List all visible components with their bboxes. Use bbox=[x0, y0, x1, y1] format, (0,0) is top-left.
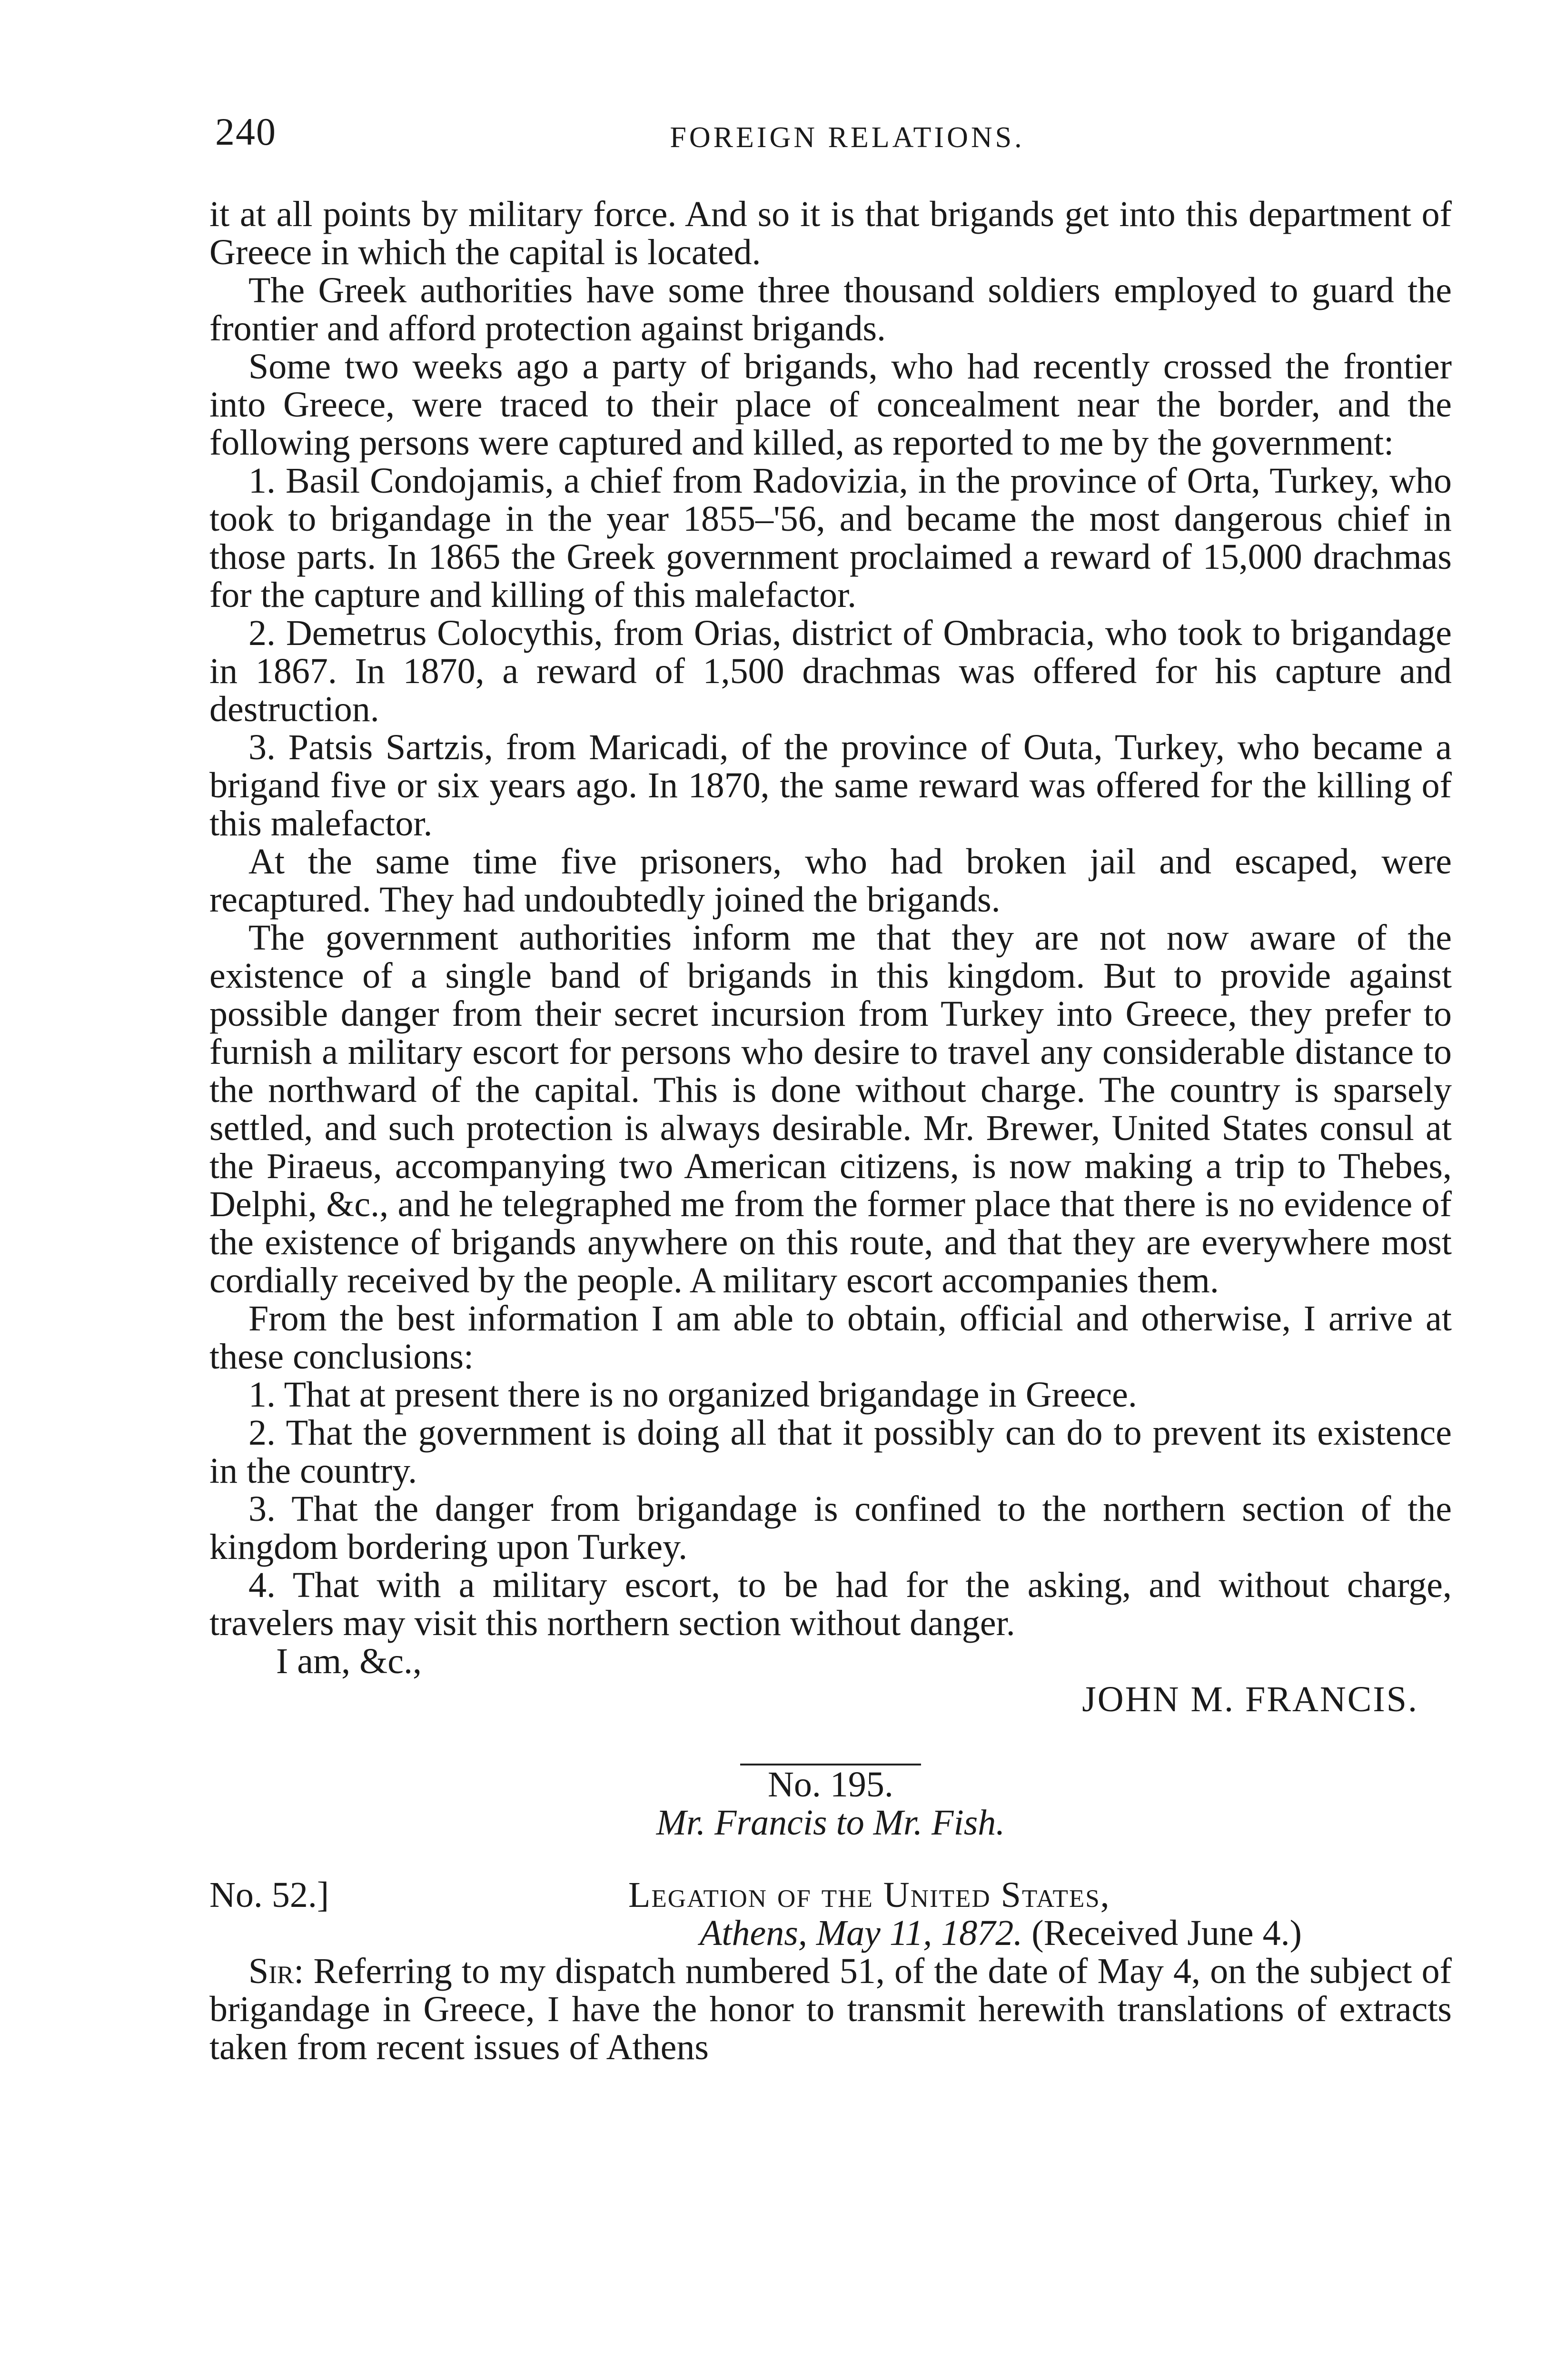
legation-name: Legation of the United States, bbox=[628, 1875, 1110, 1915]
running-title: FOREIGN RELATIONS. bbox=[670, 121, 1025, 154]
paragraph: At the same time five prisoners, who had broken jail and escaped, were recaptured. They had undoubtedly joined the brigands. bbox=[209, 842, 1452, 920]
dispatch-number: No. 52.] bbox=[209, 1875, 329, 1915]
date-line bbox=[209, 1914, 1452, 1952]
date: May 11, 1872. bbox=[816, 1913, 1023, 1953]
letter-heading: Mr. Francis to Mr. Fish. bbox=[656, 1803, 1005, 1843]
list-item: 3. That the danger from brigandage is confined to the northern section of the kingdom bordering upon Turkey. bbox=[209, 1489, 1452, 1567]
paragraph-text: Referring to my dispatch numbered 51, of the date of May 4, on the subject of brigandage in Greece, I have the honor to transmit herewith translations of extracts taken from recent issues of Athens bbox=[209, 1951, 1452, 2067]
paragraph: From the best information I am able to obtain, official and otherwise, I arrive at these conclusions: bbox=[209, 1299, 1452, 1377]
received-note: (Received June 4.) bbox=[1031, 1913, 1302, 1953]
list-item: 3. Patsis Sartzis, from Maricadi, of the province of Outa, Turkey, who became a brigand five or six years ago. In 1870, the same reward was offered for the killing of this malefactor. bbox=[209, 727, 1452, 843]
page-number: 240 bbox=[215, 110, 277, 153]
list-item: 4. That with a military escort, to be had for the asking, and without charge, travelers may visit this northern section without danger. bbox=[209, 1565, 1452, 1643]
paragraph: Some two weeks ago a party of brigands, who had recently crossed the frontier into Greece, were traced to their place of concealment near the border, and the following persons were captured and killed, as reported to me by the government: bbox=[209, 347, 1452, 463]
paragraph bbox=[209, 1952, 1452, 2066]
document-number: No. 195. bbox=[768, 1765, 893, 1805]
paragraph: it at all points by military force. And so it is that brigands get into this department of Greece in which the capital is located. bbox=[209, 194, 1452, 272]
paragraph: The Greek authorities have some three thousand soldiers employed to guard the frontier and afford protection against brigands. bbox=[209, 270, 1452, 348]
paragraph: The government authorities inform me that they are not now aware of the existence of a single band of brigands in this kingdom. But to provide against possible danger from their secret incursion from Turkey into Greece, they prefer to furnish a military escort for persons who desire to travel any considerable distance to the northward of the capital. This is done without charge. The country is sparsely settled, and such protection is always desirable. Mr. Brewer, United States consul at the Piraeus, accompanying two American citizens, is now making a trip to Thebes, Delphi, &c., and he telegraphed me from the former place that there is no evidence of the existence of brigands anywhere on this route, and that they are everywhere most cordially received by the people. A military escort accompanies them. bbox=[209, 918, 1452, 1300]
body-text bbox=[209, 195, 1452, 2066]
list-item: 1. Basil Condojamis, a chief from Radovizia, in the province of Orta, Turkey, who took to brigandage in the year 1855–'56, and became the most dangerous chief in those parts. In 1865 the Greek government proclaimed a reward of 15,000 drachmas for the capture and killing of this malefactor. bbox=[209, 461, 1452, 615]
place: Athens, bbox=[700, 1913, 807, 1953]
list-item: 1. That at present there is no organized brigandage in Greece. bbox=[248, 1375, 1137, 1415]
closing: I am, &c., bbox=[276, 1641, 422, 1681]
signature: JOHN M. FRANCIS. bbox=[1082, 1679, 1418, 1719]
running-header bbox=[209, 109, 1457, 162]
list-item: 2. That the government is doing all that it possibly can do to prevent its existence in the country. bbox=[209, 1413, 1452, 1491]
list-item: 2. Demetrus Colocythis, from Orias, district of Ombracia, who took to brigandage in 1867. In 1870, a reward of 1,500 drachmas was offered for his capture and destruction. bbox=[209, 613, 1452, 729]
dispatch-line bbox=[209, 1876, 1452, 1914]
salutation: Sir: bbox=[248, 1951, 304, 1991]
